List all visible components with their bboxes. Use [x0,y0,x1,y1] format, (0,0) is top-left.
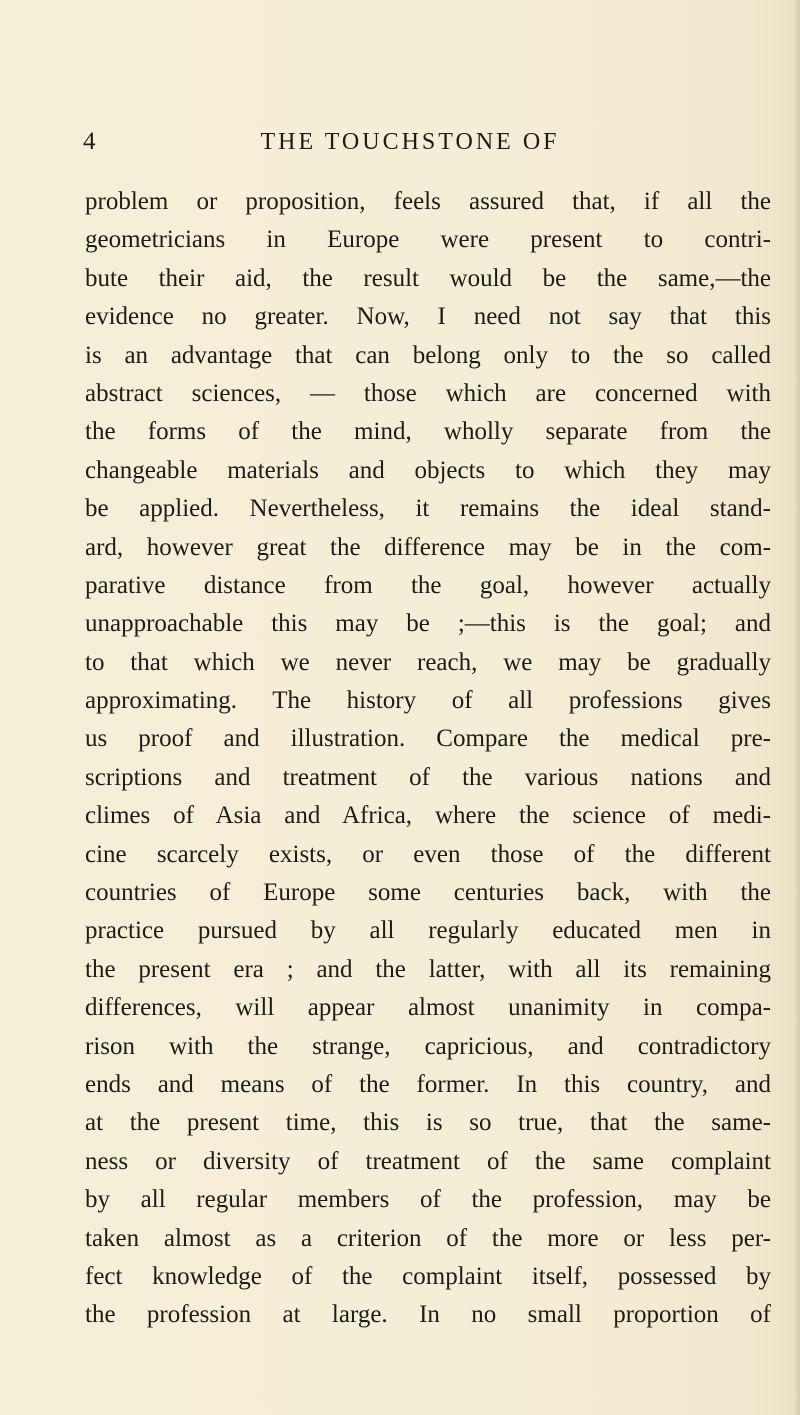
text-line: ness or diversity of treatment of the same complaint [85,1147,771,1175]
text-line: the profession at large. In no small proportion of [85,1301,771,1329]
text-line: scriptions and treatment of the various nations and [85,763,771,791]
text-line: is an advantage that can belong only to the so called [85,341,771,369]
text-line: changeable materials and objects to which they may [85,456,771,484]
body-text [85,183,771,1335]
text-line: to that which we never reach, we may be gradually [85,648,771,676]
running-head-title: THE TOUCHSTONE OF [260,129,560,155]
text-line: parative distance from the goal, however actually [85,571,771,599]
text-line: approximating. The history of all professions gives [85,687,771,715]
text-line: climes of Asia and Africa, where the science of medi- [85,802,771,830]
text-line: at the present time, this is so true, that the same- [85,1109,771,1137]
text-line: the forms of the mind, wholly separate from the [85,418,771,446]
text-line: abstract sciences, — those which are concerned with [85,379,771,407]
text-line: by all regular members of the profession, may be [85,1186,771,1214]
page-edge-shadow [794,0,800,1415]
text-line: rison with the strange, capricious, and contradictory [85,1032,771,1060]
text-line: cine scarcely exists, or even those of the different [85,840,771,868]
text-line: us proof and illustration. Compare the medical pre- [85,725,771,753]
running-head [0,125,800,165]
text-line: fect knowledge of the complaint itself, possessed by [85,1262,771,1290]
text-line: the present era ; and the latter, with all its remaining [85,955,771,983]
text-line: unapproachable this may be ;—this is the goal; and [85,610,771,638]
text-line: countries of Europe some centuries back, with the [85,879,771,907]
text-line: differences, will appear almost unanimity in compa- [85,994,771,1022]
text-line: problem or proposition, feels assured that, if all the [85,188,771,215]
page-number: 4 [83,128,96,155]
text-line: be applied. Nevertheless, it remains the ideal stand- [85,495,771,523]
text-line: ard, however great the difference may be in the com- [85,533,771,561]
text-line: evidence no greater. Now, I need not say that this [85,303,771,331]
text-line: taken almost as a criterion of the more or less per- [85,1224,771,1252]
text-line: geometricians in Europe were present to contri- [85,226,771,254]
text-line: practice pursued by all regularly educated men in [85,917,771,945]
text-line: ends and means of the former. In this country, and [85,1070,771,1098]
text-line: bute their aid, the result would be the same,—the [85,264,771,292]
